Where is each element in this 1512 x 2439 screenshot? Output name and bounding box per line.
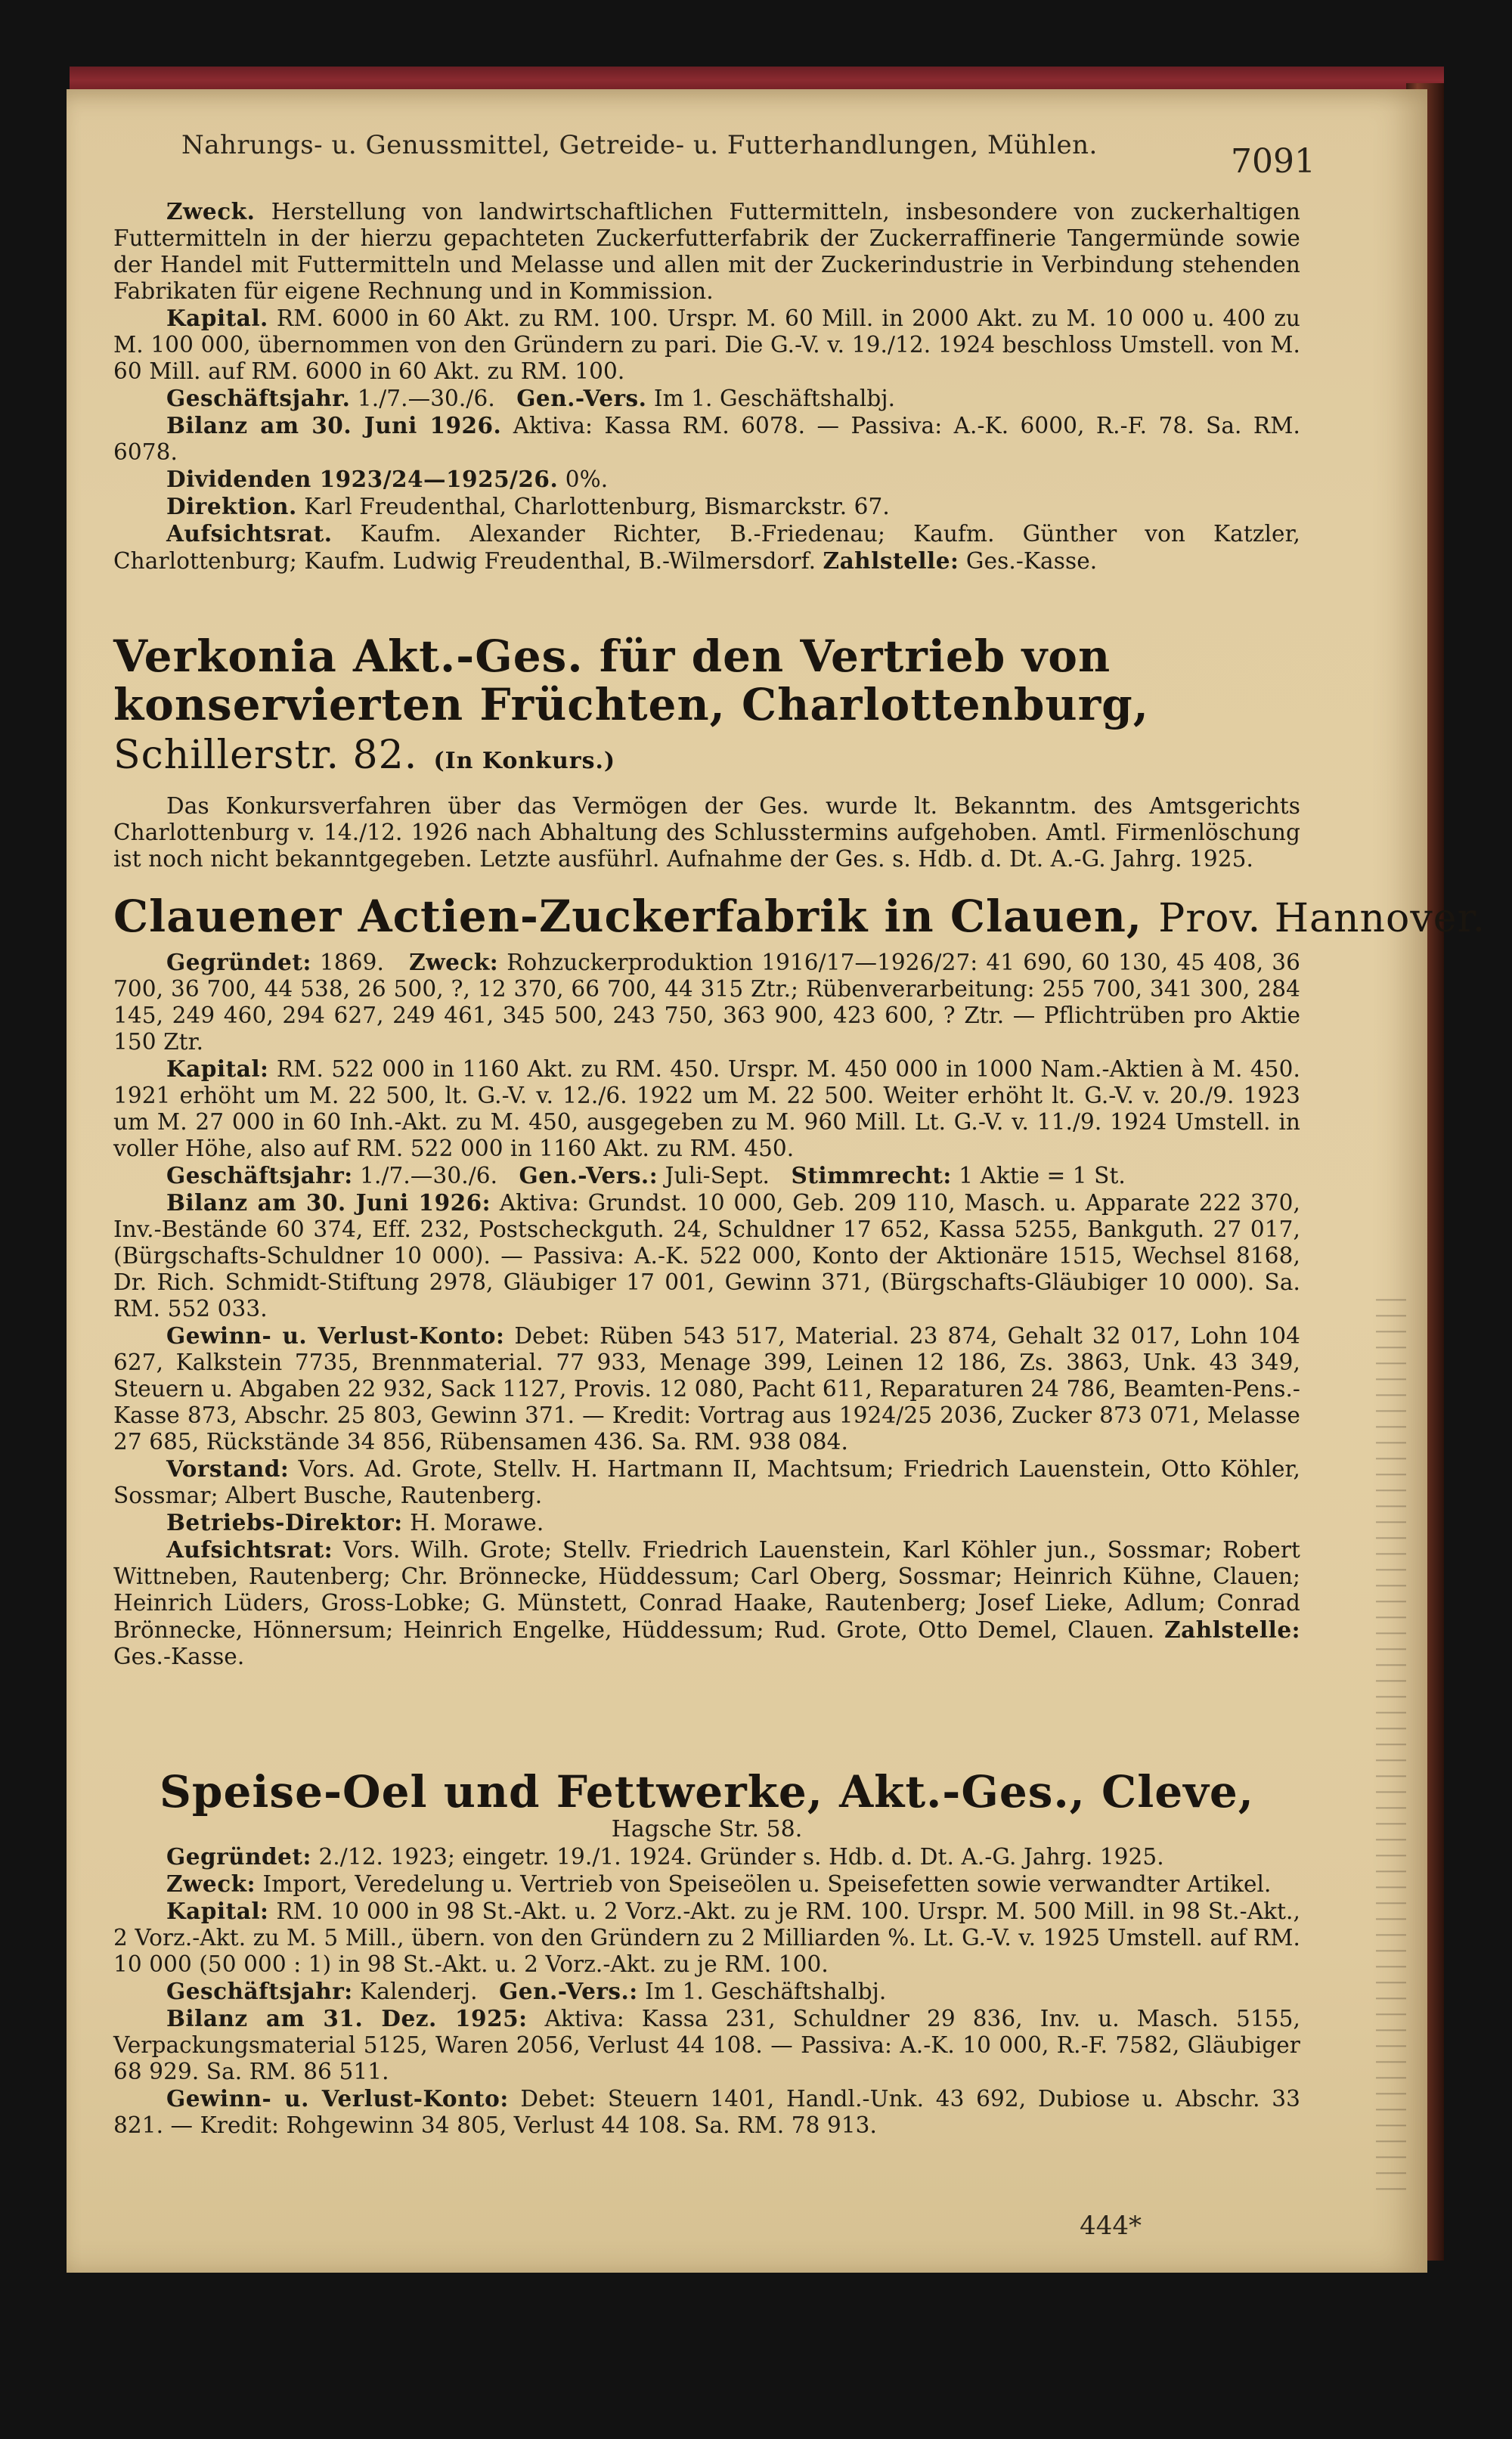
entry4-kapital [113,1898,1300,1978]
entry1-ar-label: Aufsichtsrat. [166,520,333,547]
entry4-zweck-label: Zweck: [166,1870,256,1897]
entry2-title-address: Schillerstr. 82. [113,733,418,778]
entry2-title-name: Verkonia Akt.-Ges. für den Vertrieb von konservierten Früchten, Charlottenburg, [113,631,1149,730]
entry3-gj-text: 1./7.—30./6. [360,1163,498,1189]
entry1-zahlstelle-text: Ges.-Kasse. [965,548,1098,574]
entry1-dir-text: Karl Freudenthal, Charlottenburg, Bismarckstr. 67. [304,494,890,519]
entry-verkonia [113,632,1300,872]
entry3-ar-text: Vors. Wilh. Grote; Stellv. Friedrich Lauenstein, Karl Köhler jun., Sossmar; Robert Wittneben, Rautenberg; Chr. Brönnecke, Hüddessum; Carl Oberg, Sossmar; Heinrich Kühne, Clauen; Heinrich Lüders, Gross-Lobke; G. Münstett, Conrad Haake, Rautenberg; Josef Lieke, Adlum; Conrad Brönnecke, Hönnersum; Heinrich Engelke, Hüddessum; Rud. Grote, Otto Demel, Clauen. [113,1537,1301,1643]
entry4-zweck [113,1870,1300,1898]
entry2-text: Das Konkursverfahren über das Vermögen der Ges. wurde lt. Bekanntm. des Amtsgerichts Charlottenburg v. 14./12. 1926 nach Abhaltung des Schlusstermins aufgehoben. Amtl. Firmenlöschung ist noch nicht bekanntgegeben. Letzte ausführl. Aufnahme der Ges. s. Hdb. d. Dt. A.-G. Jahrg. 1925. [113,793,1300,872]
entry2-title-tag: (In Konkurs.) [433,748,616,774]
entry3-geschaeftsjahr [113,1162,1300,1189]
entry1-div-text: 0%. [565,466,609,492]
entry3-bilanz [113,1189,1300,1322]
page-edge-marks [1376,1285,1406,2193]
entry3-zweck-text: Rohzuckerproduktion 1916/17—1926/27: 41 690, 60 130, 45 408, 36 700, 36 700, 44 538, 26 500, ?, 12 370, 66 700, 44 315 Ztr.; Rübenverarbeitung: 255 700, 341 300, 284 145, 249 460, 294 627, 249 461, 345 500, 243 750, 363 900, 423 600, ? Ztr. — Pflichtrüben pro Aktie 150 Ztr. [113,950,1300,1055]
entry4-zweck-text: Import, Veredelung u. Vertrieb von Speiseölen u. Speisefetten sowie verwandter Artikel. [262,1871,1272,1897]
entry1-dividenden [113,466,1300,493]
entry4-title: Speise-Oel und Fettwerke, Akt.-Ges., Cleve, [160,1766,1254,1818]
entry3-title-name: Clauener Actien-Zuckerfabrik in Clauen, [113,891,1143,942]
entry-speiseoel [113,1768,1300,2139]
entry3-kapital-text: RM. 522 000 in 1160 Akt. zu RM. 450. Urspr. M. 450 000 in 1000 Nam.-Aktien à M. 450. 1921 erhöht um M. 22 500, lt. G.-V. v. 12./6. 1922 um M. 22 500. Weiter erhöht lt. G.-V. v. 20./9. 1923 um M. 27 000 in 60 Inh.-Akt. zu M. 450, ausgegeben zu M. 960 Mill. Lt. G.-V. v. 11./9. 1924 Umstell. in voller Höhe, also auf RM. 522 000 in 1160 Akt. zu RM. 450. [113,1056,1300,1161]
entry1-genvers-label: Gen.-Vers. [516,385,647,411]
entry3-bd-text: H. Morawe. [410,1510,544,1536]
entry4-bilanz-text: Aktiva: Kassa 231, Schuldner 29 836, Inv. u. Masch. 5155, Verpackungsmaterial 5125, Waren 2056, Verlust 44 108. — Passiva: A.-K. 10 000, R.-F. 7582, Gläubiger 68 929. Sa. RM. 86 511. [113,2006,1300,2084]
entry3-bilanz-text: Aktiva: Grundst. 10 000, Geb. 209 110, Masch. u. Apparate 222 370, Inv.-Bestände 60 374, Eff. 232, Postscheckguth. 24, Schuldner 17 652, Kassa 5255, Bankguth. 27 017, (Bürgschafts-Schuldner 10 000). — Passiva: A.-K. 522 000, Konto der Aktionäre 1515, Wechsel 8168, Dr. Rich. Schmidt-Stiftung 2978, Gläubiger 17 001, Gewinn 371, (Bürgschafts-Gläubiger 10 000). Sa. RM. 552 033. [113,1190,1301,1322]
entry1-kapital [113,305,1300,385]
entry4-genvers-text: Im 1. Geschäftshalbj. [645,1979,887,2004]
entry3-gewinn-verlust [113,1322,1300,1455]
entry3-gegr-text: 1869. [320,950,384,975]
entry3-gegr-label: Gegründet: [166,949,311,975]
folio-mark: 444* [1080,2211,1142,2241]
entry4-guv-label: Gewinn- u. Verlust-Konto: [166,2085,509,2112]
entry3-guv-text: Debet: Rüben 543 517, Material. 23 874, Gehalt 32 017, Lohn 104 627, Kalkstein 7735, Brennmaterial. 77 933, Menage 399, Leinen 12 186, Zs. 3863, Unk. 43 349, Steuern u. Abgaben 22 932, Sack 1127, Provis. 12 080, Pacht 611, Reparaturen 24 786, Beamten-Pens.-Kasse 873, Abschr. 25 803, Gewinn 371. — Kredit: Vortrag aus 1924/25 2036, Zucker 873 071, Melasse 27 685, Rückstände 34 856, Rübensamen 436. Sa. RM. 938 084. [113,1323,1300,1455]
page-number: 7091 [1231,142,1315,181]
entry1-bilanz-label: Bilanz am 30. Juni 1926. [166,412,502,439]
entry4-gegruendet [113,1843,1300,1870]
entry1-geschaeftsjahr [113,385,1300,412]
entry4-bilanz [113,2005,1300,2085]
running-head: Nahrungs- u. Genussmittel, Getreide- u. Futterhandlungen, Mühlen. [181,130,1098,160]
entry-clauener [113,891,1486,1670]
entry3-bilanz-label: Bilanz am 30. Juni 1926: [166,1189,491,1216]
entry3-title-suffix: Prov. Hannover. [1158,896,1486,941]
entry1-dir-label: Direktion. [166,493,297,519]
entry-futtermittel [113,198,1300,575]
entry3-genvers-label: Gen.-Vers.: [519,1162,658,1189]
entry3-aufsichtsrat [113,1536,1300,1670]
entry4-bilanz-label: Bilanz am 31. Dez. 1925: [166,2005,528,2031]
entry4-geschaeftsjahr [113,1978,1300,2005]
entry3-kapital [113,1055,1300,1162]
entry1-gj-label: Geschäftsjahr. [166,385,351,411]
entry4-gj-label: Geschäftsjahr: [166,1978,353,2004]
entry3-vorstand [113,1455,1300,1509]
entry4-gewinn-verlust [113,2085,1300,2139]
entry3-stimmrecht-text: 1 Aktie = 1 St. [959,1163,1126,1189]
entry3-betriebsdirektor [113,1509,1300,1536]
entry1-genvers-text: Im 1. Geschäftshalbj. [653,386,896,411]
entry2-title [113,632,1300,786]
entry3-title [113,891,1486,943]
entry3-stimmrecht-label: Stimmrecht: [791,1162,952,1189]
entry3-gj-label: Geschäftsjahr: [166,1162,353,1189]
entry3-zweck-label: Zweck: [409,949,499,975]
entry3-ar-label: Aufsichtsrat: [166,1536,333,1563]
entry1-ar-text: Kaufm. Alexander Richter, B.-Friedenau; Kaufm. Günther von Katzler, Charlottenburg; Kaufm. Ludwig Freudenthal, B.-Wilmersdorf. [113,521,1301,574]
entry3-kapital-label: Kapital: [166,1055,269,1082]
entry4-genvers-label: Gen.-Vers.: [499,1978,638,2004]
entry3-guv-label: Gewinn- u. Verlust-Konto: [166,1322,505,1349]
entry1-zweck-label: Zweck. [166,198,256,225]
entry1-zahlstelle-label: Zahlstelle: [823,547,959,574]
entry3-bd-label: Betriebs-Direktor: [166,1509,403,1536]
entry3-vorstand-label: Vorstand: [166,1455,290,1482]
entry4-gegr-label: Gegründet: [166,1843,311,1870]
entry1-aufsichtsrat [113,520,1300,575]
entry1-kapital-text: RM. 6000 in 60 Akt. zu RM. 100. Urspr. M. 60 Mill. in 2000 Akt. zu M. 10 000 u. 400 zu M. 100 000, übernommen von den Gründern zu pari. Die G.-V. v. 19./12. 1924 beschloss Umstell. von M. 60 Mill. auf RM. 6000 in 60 Akt. zu RM. 100. [113,305,1300,384]
entry3-zahlstelle-text: Ges.-Kasse. [113,1644,245,1669]
entry4-gegr-text: 2./12. 1923; eingetr. 19./1. 1924. Gründer s. Hdb. d. Dt. A.-G. Jahrg. 1925. [318,1844,1164,1870]
entry1-div-label: Dividenden 1923/24—1925/26. [166,466,559,492]
entry4-guv-text: Debet: Steuern 1401, Handl.-Unk. 43 692, Dubiose u. Abschr. 33 821. — Kredit: Rohgewinn 34 805, Verlust 44 108. Sa. RM. 78 913. [113,2086,1300,2138]
entry1-bilanz [113,412,1300,466]
entry4-kapital-text: RM. 10 000 in 98 St.-Akt. u. 2 Vorz.-Akt. zu je RM. 100. Urspr. M. 500 Mill. in 98 St.-Akt., 2 Vorz.-Akt. zu M. 5 Mill., übern. von den Gründern zu 2 Milliarden %. Lt. G.-V. v. 1925 Umstell. auf RM. 10 000 (50 000 : 1) in 98 St.-Akt. u. 2 Vorz.-Akt. zu je RM. 100. [113,1898,1300,1977]
entry3-genvers-text: Juli-Sept. [665,1163,770,1189]
entry1-gj-text: 1./7.—30./6. [357,386,495,411]
entry3-gegruendet-zweck [113,949,1300,1055]
entry1-bilanz-text: Aktiva: Kassa RM. 6078. — Passiva: A.-K. 6000, R.-F. 78. Sa. RM. 6078. [113,413,1300,465]
entry1-zweck-text: Herstellung von landwirtschaftlichen Futtermitteln, insbesondere von zuckerhaltigen Futtermitteln in der hierzu gepachteten Zuckerfutterfabrik der Zuckerraffinerie Tangermünde sowie der Handel mit Futtermitteln und Melasse und allen mit der Zuckerindustrie in Verbindung stehenden Fabrikaten für eigene Rechnung und in Kommission. [113,199,1300,304]
entry4-address: Hagsche Str. 58. [611,1816,803,1842]
entry1-zweck [113,198,1300,305]
entry1-direktion [113,493,1300,520]
entry3-zahlstelle-label: Zahlstelle: [1164,1616,1300,1643]
entry4-gj-text: Kalenderj. [360,1979,478,2004]
entry3-vorstand-text: Vors. Ad. Grote, Stellv. H. Hartmann II, Machtsum; Friedrich Lauenstein, Otto Köhler, Sossmar; Albert Busche, Rautenberg. [113,1456,1300,1508]
entry4-kapital-label: Kapital: [166,1898,269,1924]
entry1-kapital-label: Kapital. [166,305,268,331]
